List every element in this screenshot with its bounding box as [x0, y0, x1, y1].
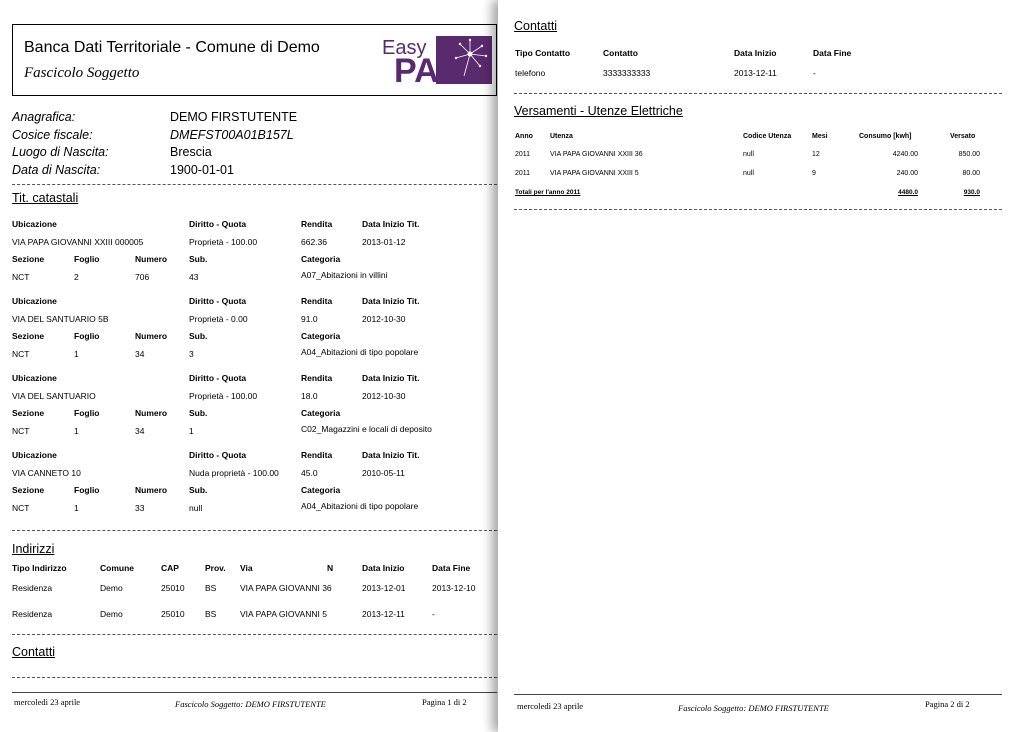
codice-fiscale-value: DMEFST00A01B157L	[170, 128, 294, 142]
col-header-contatto: Contatto	[603, 48, 638, 58]
sub-value: 3	[189, 349, 194, 359]
numero-value: 33	[135, 503, 145, 513]
footer-rule	[12, 692, 497, 693]
divider	[514, 93, 1002, 94]
numero-label: Numero	[135, 331, 168, 341]
ubicazione-label: Ubicazione	[12, 219, 57, 229]
sezione-label: Sezione	[12, 254, 45, 264]
sezione-value: NCT	[12, 426, 30, 436]
sezione-label: Sezione	[12, 408, 45, 418]
col-header-data-inizio: Data Inizio	[362, 563, 405, 573]
foglio-value: 1	[74, 349, 79, 359]
col-header-data-inizio: Data Inizio	[734, 48, 777, 58]
footer-document-title: Fascicolo Soggetto: DEMO FIRSTUTENTE	[678, 703, 829, 713]
diritto-label: Diritto - Quota	[189, 450, 247, 460]
diritto-label: Diritto - Quota	[189, 373, 247, 383]
footer-page-number: Pagina 2 di 2	[925, 699, 970, 709]
foglio-value: 1	[74, 503, 79, 513]
cell-codice-utenza: null	[743, 151, 754, 158]
data-nascita-label: Data di Nascita:	[12, 163, 101, 177]
diritto-value: Proprietà - 0.00	[189, 314, 248, 324]
cell-tipo: Residenza	[12, 583, 53, 593]
anagrafica-value: DEMO FIRSTUTENTE	[170, 110, 298, 124]
cell-via: VIA PAPA GIOVANNI 5	[240, 609, 327, 619]
cell-data-fine: -	[432, 609, 435, 619]
categoria-value: C02_Magazzini e locali di deposito	[301, 424, 432, 434]
cell-utenza: VIA PAPA GIOVANNI XXIII 5	[550, 170, 639, 177]
col-header-cap: CAP	[161, 563, 179, 573]
sub-label: Sub.	[189, 408, 208, 418]
diritto-label: Diritto - Quota	[189, 219, 247, 229]
categoria-label: Categoria	[301, 331, 341, 341]
col-header-tipo: Tipo Indirizzo	[12, 563, 67, 573]
cell-cap: 25010	[161, 583, 185, 593]
report-page-2	[498, 0, 1010, 732]
numero-label: Numero	[135, 254, 168, 264]
categoria-value: A04_Abitazioni di tipo popolare	[301, 347, 419, 357]
cell-utenza: VIA PAPA GIOVANNI XXIII 36	[550, 151, 643, 158]
sub-label: Sub.	[189, 485, 208, 495]
cell-data-fine: 2013-12-10	[432, 583, 476, 593]
easypa-logo	[380, 32, 492, 84]
rendita-value: 662.36	[301, 237, 327, 247]
sezione-value: NCT	[12, 349, 30, 359]
data-inizio-label: Data Inizio Tit.	[362, 219, 420, 229]
col-header-n: N	[327, 563, 334, 573]
cell-cap: 25010	[161, 609, 185, 619]
cell-tipo-contatto: telefono	[515, 68, 546, 78]
numero-label: Numero	[135, 408, 168, 418]
cell-prov: BS	[205, 609, 217, 619]
categoria-value: A07_Abitazioni in villini	[301, 270, 388, 280]
section-title-indirizzi: Indirizzi	[12, 542, 55, 556]
data-inizio-label: Data Inizio Tit.	[362, 373, 420, 383]
cell-prov: BS	[205, 583, 217, 593]
section-title-contatti: Contatti	[514, 19, 558, 33]
categoria-label: Categoria	[301, 485, 341, 495]
cell-consumo: 4240.00	[892, 151, 918, 158]
col-header-codice-utenza: Codice Utenza	[743, 133, 792, 140]
cell-consumo: 240.00	[896, 170, 918, 177]
cell-mesi: 12	[812, 151, 820, 158]
totals-versato: 930.0	[963, 189, 980, 196]
foglio-label: Foglio	[74, 331, 100, 341]
svg-text:Easy: Easy	[382, 37, 427, 59]
foglio-label: Foglio	[74, 254, 100, 264]
cell-tipo: Residenza	[12, 609, 53, 619]
col-header-versato: Versato	[950, 133, 976, 140]
cell-comune: Demo	[100, 609, 123, 619]
footer-date: mercoledì 23 aprile	[517, 701, 584, 711]
foglio-label: Foglio	[74, 485, 100, 495]
footer-document-title: Fascicolo Soggetto: DEMO FIRSTUTENTE	[175, 699, 326, 709]
sezione-label: Sezione	[12, 485, 45, 495]
luogo-nascita-value: Brescia	[170, 145, 212, 159]
rendita-value: 91.0	[301, 314, 318, 324]
rendita-label: Rendita	[301, 373, 333, 383]
col-header-consumo: Consumo [kwh]	[859, 133, 912, 140]
cell-data-inizio: 2013-12-11	[362, 609, 405, 619]
codice-fiscale-label: Cosice fiscale:	[12, 128, 93, 142]
cell-versato: 850.00	[958, 151, 980, 158]
cell-anno: 2011	[515, 170, 531, 177]
categoria-value: A04_Abitazioni di tipo popolare	[301, 501, 419, 511]
rendita-label: Rendita	[301, 450, 333, 460]
numero-value: 706	[135, 272, 150, 282]
cell-data-inizio: 2013-12-11	[734, 68, 777, 78]
rendita-value: 45.0	[301, 468, 318, 478]
section-title-contatti-p1: Contatti	[12, 645, 56, 659]
section-title-catastali: Tit. catastali	[12, 191, 79, 205]
divider	[12, 530, 497, 531]
numero-value: 34	[135, 426, 145, 436]
footer-rule	[514, 694, 1002, 695]
col-header-data-fine: Data Fine	[813, 48, 852, 58]
foglio-value: 2	[74, 272, 79, 282]
ubicazione-label: Ubicazione	[12, 296, 57, 306]
footer-page-number: Pagina 1 di 2	[422, 697, 467, 707]
ubicazione-value: VIA PAPA GIOVANNI XXIII 000005	[12, 237, 144, 247]
data-inizio-value: 2012-10-30	[362, 391, 406, 401]
anagrafica-label: Anagrafica:	[12, 110, 76, 124]
diritto-value: Nuda proprietà - 100.00	[189, 468, 279, 478]
ubicazione-label: Ubicazione	[12, 450, 57, 460]
cell-data-inizio: 2013-12-01	[362, 583, 406, 593]
ubicazione-label: Ubicazione	[12, 373, 57, 383]
divider	[12, 677, 497, 678]
data-inizio-value: 2013-01-12	[362, 237, 406, 247]
col-header-anno: Anno	[515, 133, 533, 140]
sezione-label: Sezione	[12, 331, 45, 341]
data-nascita-value: 1900-01-01	[170, 163, 234, 177]
totals-label: Totali per l'anno 2011	[515, 189, 581, 196]
cell-versato: 80.00	[962, 170, 980, 177]
sub-label: Sub.	[189, 331, 208, 341]
col-header-data-fine: Data Fine	[432, 563, 471, 573]
divider	[514, 209, 1002, 210]
cell-mesi: 9	[812, 170, 816, 177]
ubicazione-value: VIA DEL SANTUARIO	[12, 391, 96, 401]
cell-codice-utenza: null	[743, 170, 754, 177]
report-title: Banca Dati Territoriale - Comune di Demo	[24, 39, 320, 56]
col-header-mesi: Mesi	[812, 133, 828, 140]
numero-value: 34	[135, 349, 145, 359]
data-inizio-value: 2010-05-11	[362, 468, 405, 478]
col-header-comune: Comune	[100, 563, 134, 573]
report-subtitle: Fascicolo Soggetto	[24, 65, 140, 81]
diritto-value: Proprietà - 100.00	[189, 237, 258, 247]
sub-value: 1	[189, 426, 194, 436]
foglio-value: 1	[74, 426, 79, 436]
sezione-value: NCT	[12, 503, 30, 513]
data-inizio-label: Data Inizio Tit.	[362, 296, 420, 306]
ubicazione-value: VIA DEL SANTUARIO 5B	[12, 314, 109, 324]
numero-label: Numero	[135, 485, 168, 495]
divider	[12, 184, 497, 185]
cell-contatto: 3333333333	[603, 68, 651, 78]
report-page-1	[0, 0, 500, 732]
sub-value: null	[189, 503, 203, 513]
section-title-versamenti: Versamenti - Utenze Elettriche	[514, 104, 683, 118]
col-header-utenza: Utenza	[550, 133, 573, 140]
rendita-label: Rendita	[301, 219, 333, 229]
cell-via: VIA PAPA GIOVANNI 36	[240, 583, 332, 593]
rendita-label: Rendita	[301, 296, 333, 306]
luogo-nascita-label: Luogo di Nascita:	[12, 145, 109, 159]
cell-anno: 2011	[515, 151, 531, 158]
diritto-value: Proprietà - 100.00	[189, 391, 258, 401]
sub-label: Sub.	[189, 254, 208, 264]
report-header	[12, 24, 497, 96]
diritto-label: Diritto - Quota	[189, 296, 247, 306]
sezione-value: NCT	[12, 272, 30, 282]
col-header-tipo-contatto: Tipo Contatto	[515, 48, 571, 58]
col-header-prov: Prov.	[205, 563, 226, 573]
divider	[12, 634, 497, 635]
ubicazione-value: VIA CANNETO 10	[12, 468, 81, 478]
sub-value: 43	[189, 272, 199, 282]
col-header-via: Via	[240, 563, 253, 573]
categoria-label: Categoria	[301, 408, 341, 418]
cell-data-fine: -	[813, 68, 816, 78]
rendita-value: 18.0	[301, 391, 318, 401]
svg-text:PA: PA	[394, 52, 439, 84]
data-inizio-value: 2012-10-30	[362, 314, 406, 324]
categoria-label: Categoria	[301, 254, 341, 264]
cell-comune: Demo	[100, 583, 123, 593]
foglio-label: Foglio	[74, 408, 100, 418]
footer-date: mercoledì 23 aprile	[14, 697, 81, 707]
data-inizio-label: Data Inizio Tit.	[362, 450, 420, 460]
totals-consumo: 4480.0	[898, 189, 918, 196]
